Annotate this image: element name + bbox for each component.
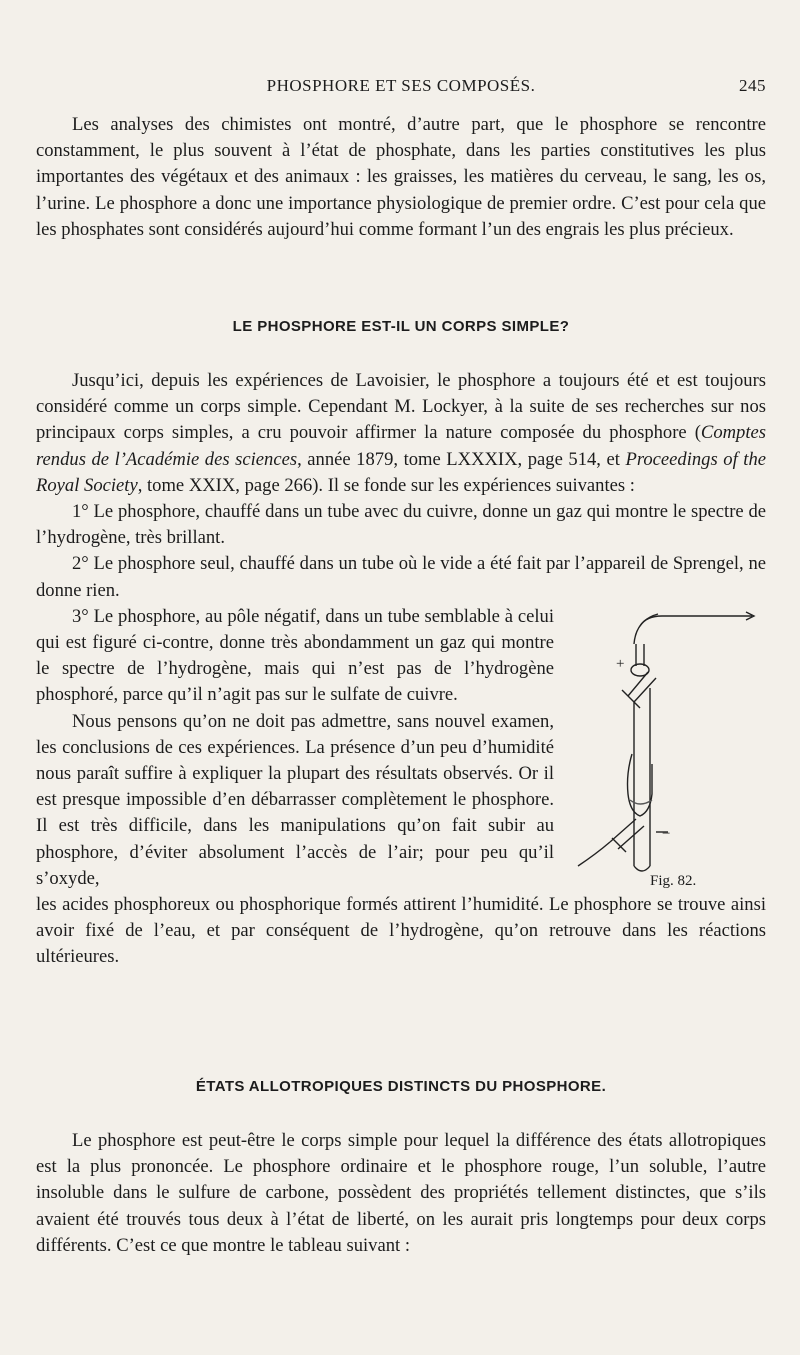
p1-citation-comptes-rendus: Comptes rendus de l’Académie des sciences [36, 422, 766, 470]
experiment-item-3: 3° Le phosphore, au pôle négatif, dans un tube semblable à celui qui est figuré ci-contre, donne très abondamment un gaz qui montre le spectre de l’hydrogène, mais qui n’est pas de l’hydrogène phosphoré, parce qu’il n’agit pas sur le sulfate de cuivre. [36, 605, 554, 706]
p1-citation-proceedings: Proceedings of the Royal Society [36, 448, 766, 496]
figure-wrap [36, 604, 766, 892]
figure-caption: Fig. 82. [650, 872, 697, 889]
narrow-column [36, 604, 554, 892]
section1-paragraph-2-continued: les acides phosphoreux ou phosphorique formés attirent l’humidité. Le phosphore se trouve ainsi avoir fixé de l’eau, et par conséquent de l’hydrogène, qu’on retrouve dans les réactions ultérieures. [36, 894, 766, 968]
p1-text-a: Jusqu’ici, depuis les expériences de Lavoisier, le phosphore a toujours été et est toujours considéré comme un corps simple. Cependant M. Lockyer, à la suite de ses recherches sur nos principaux corps simples, a cru pouvoir affirmer la nature composée du phosphore ( [36, 370, 766, 444]
p1-text-c: , tome XXIX, page 266). Il se fonde sur les expériences suivantes : [137, 474, 635, 496]
running-head [36, 76, 766, 102]
section1-paragraph-1 [36, 368, 766, 499]
experiment-item-2: 2° Le phosphore seul, chauffé dans un tube où le vide a été fait par l’appareil de Sprengel, ne donne rien. [36, 553, 766, 601]
figure-82 [566, 604, 766, 904]
running-head-title: PHOSPHORE ET SES COMPOSÉS. [266, 76, 536, 95]
section-heading-corps-simple: LE PHOSPHORE EST-IL UN CORPS SIMPLE? [232, 318, 570, 335]
experiment-item-1: 1° Le phosphore, chauffé dans un tube avec du cuivre, donne un gaz qui montre le spectre de l’hydrogène, très brillant. [36, 501, 766, 549]
figure-minus-label: − [662, 825, 671, 842]
intro-paragraph: Les analyses des chimistes ont montré, d’autre part, que le phosphore se rencontre constamment, le plus souvent à l’état de phosphate, dans les parties constitutives les plus importantes des végétaux et des animaux : les graisses, les matières du cerveau, le sang, les os, l’urine. Le phosphore a donc une importance physiologique de premier ordre. C’est pour cela que les phosphates sont considérés aujourd’hui comme formant l’un des engrais les plus précieux. [36, 114, 766, 240]
page-number: 245 [739, 76, 766, 95]
section-heading-allotropiques: ÉTATS ALLOTROPIQUES DISTINCTS DU PHOSPHORE. [195, 1078, 607, 1095]
intro-block [36, 112, 766, 243]
section1-paragraph-2: Nous pensons qu’on ne doit pas admettre, sans nouvel examen, les conclusions de ces expériences. La présence d’un peu d’humidité nous paraît suffire à expliquer la plupart des résultats observés. Or il est presque impossible d’en débarrasser complètement le phosphore. Il est très difficile, dans les manipulations qu’on fait subir au phosphore, d’éviter absolument l’accès de l’air; pour peu qu’il s’oxyde, [36, 710, 554, 889]
p1-text-b: , année 1879, tome LXXXIX, page 514, et [297, 448, 626, 470]
section2-body [36, 1128, 766, 1259]
section2-paragraph-1: Le phosphore est peut-être le corps simple pour lequel la différence des états allotropiques est la plus prononcée. Le phosphore ordinaire et le phosphore rouge, l’un soluble, l’autre insoluble dans le sulfure de carbone, possèdent des propriétés tellement distinctes, que s’ils avaient été trouvés tous deux à l’état de liberté, on les aurait pris longtemps pour deux corps différents. C’est ce que montre le tableau suivant : [36, 1130, 766, 1256]
figure-plus-label: + [616, 655, 625, 672]
section1-body [36, 368, 766, 971]
spectral-tube-illustration [566, 604, 766, 904]
